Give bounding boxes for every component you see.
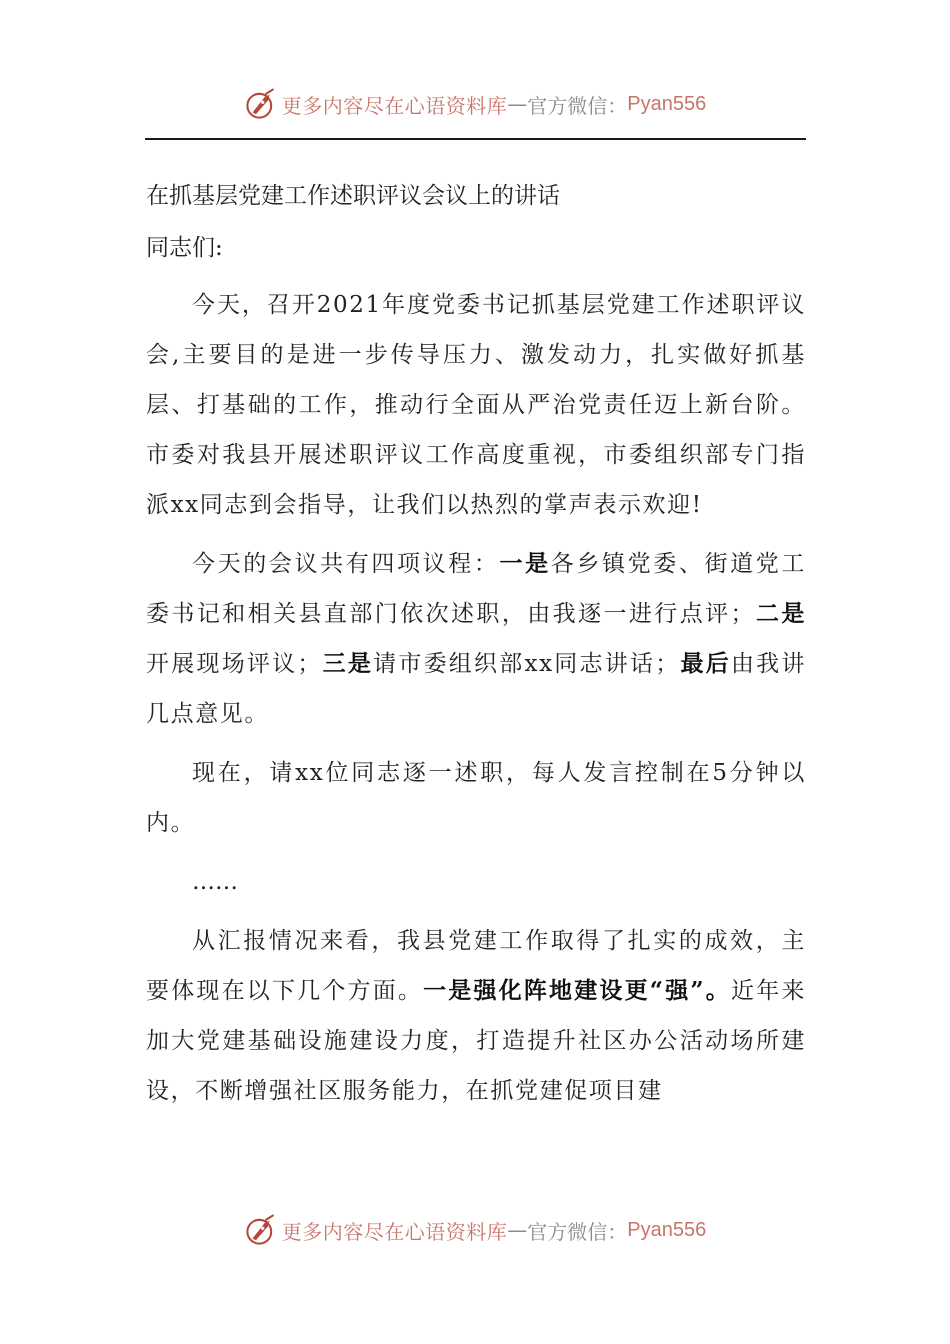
p4-text-2: 近年来加大党建基础设施建设力度，打造提升社区办公活动场所建设，不断增强社区服务能力，在抓党建促项目建 — [146, 978, 806, 1104]
p2-text-2: 各乡镇党委、街道党工委书记和相关县直部门依次述职，由我逐一进行点评； — [146, 551, 807, 627]
p2-text-5: 由我讲几点意见。 — [146, 651, 807, 727]
paragraph-2 — [146, 539, 806, 739]
banner-text: 更多内容尽在心语资料库 — [281, 1219, 508, 1244]
p2-bold-2: 二是 — [755, 600, 807, 627]
ellipsis: …… — [192, 869, 238, 895]
header-divider — [145, 138, 806, 140]
pen-nib-logo-icon — [244, 87, 278, 121]
pen-nib-logo-icon — [244, 1213, 278, 1247]
banner-text: 更多内容尽在心语资料库 — [281, 93, 508, 118]
p2-text-3: 开展现场评议； — [146, 651, 322, 677]
paragraph-3: 现在，请xx位同志逐一述职，每人发言控制在5分钟以内。 — [146, 760, 806, 836]
p4-bold-1: 一是强化阵地建设更“强”。 — [423, 977, 731, 1004]
banner-wechat-label: 官方微信： — [527, 93, 628, 118]
document-title: 在抓基层党建工作述职评议会议上的讲话 — [146, 183, 560, 209]
banner-separator: — — [507, 1218, 528, 1242]
header-banner — [0, 84, 950, 124]
paragraph-1: 今天，召开2021年度党委书记抓基层党建工作述职评议会,主要目的是进一步传导压力、激发动力，扎实做好抓基层、打基础的工作，推动行全面从严治党责任迈上新台阶。市委对我县开展述职评议工作高度重视，市委组织部专门指派xx同志到会指导，让我们以热烈的掌声表示欢迎! — [146, 292, 806, 518]
p2-bold-1: 一是 — [499, 550, 551, 577]
banner-wechat-id: Pyan556 — [627, 92, 707, 115]
p2-bold-3: 三是 — [322, 650, 374, 677]
paragraph-4 — [146, 916, 806, 1116]
greeting: 同志们: — [146, 235, 223, 261]
p2-text-4: 请市委组织部xx同志讲话； — [373, 651, 680, 677]
footer-banner — [0, 1210, 950, 1250]
p4-text-1: 从汇报情况来看，我县党建工作取得了扎实的成效，主要体现在以下几个方面。 — [146, 928, 806, 1004]
p2-text-1: 今天的会议共有四项议程： — [192, 551, 500, 577]
document-body — [146, 174, 806, 1125]
p2-bold-4: 最后 — [679, 650, 731, 677]
banner-separator: — — [507, 92, 528, 116]
banner-wechat-label: 官方微信： — [527, 1219, 628, 1244]
banner-wechat-id: Pyan556 — [627, 1218, 707, 1241]
